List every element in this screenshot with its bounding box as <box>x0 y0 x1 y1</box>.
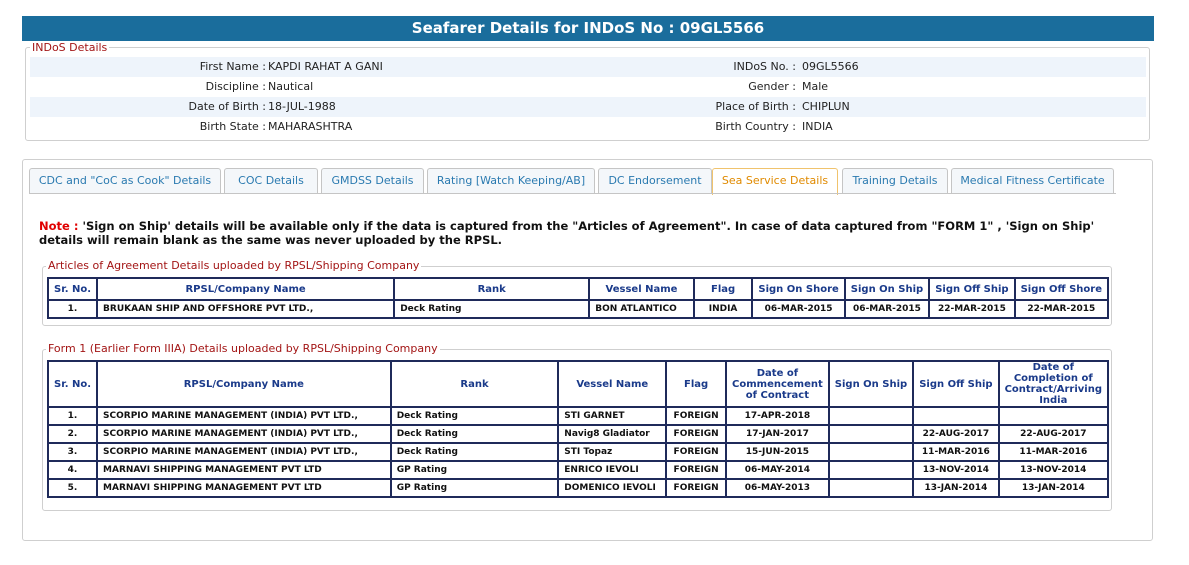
col-sr-no: Sr. No. <box>48 278 97 300</box>
discipline-label: Discipline : <box>205 80 266 93</box>
cell-company: MARNAVI SHIPPING MANAGEMENT PVT LTD <box>97 479 391 497</box>
table-row <box>48 425 1108 443</box>
cell-sign-off-shore: 22-MAR-2015 <box>1015 300 1108 318</box>
cell-sr-no: 3. <box>48 443 97 461</box>
birth-country-label: Birth Country : <box>715 120 796 133</box>
tab-medical-fitness[interactable]: Medical Fitness Certificate <box>951 168 1114 193</box>
cell-sign-on-ship <box>829 407 913 425</box>
cell-sr-no: 2. <box>48 425 97 443</box>
cell-vessel: DOMENICO IEVOLI <box>558 479 666 497</box>
first-name-value: KAPDI RAHAT A GANI <box>268 60 383 73</box>
cell-sign-off-ship: 22-AUG-2017 <box>913 425 998 443</box>
cell-sign-off-ship: 11-MAR-2016 <box>913 443 998 461</box>
place-of-birth-label: Place of Birth : <box>715 100 796 113</box>
cell-flag: FOREIGN <box>666 407 726 425</box>
cell-commencement: 06-MAY-2014 <box>726 461 829 479</box>
cell-sr-no: 4. <box>48 461 97 479</box>
indos-row <box>30 77 1146 97</box>
page-title: Seafarer Details for INDoS No : 09GL5566 <box>22 16 1154 41</box>
cell-completion: 22-AUG-2017 <box>999 425 1108 443</box>
tab-rating-watch-keeping[interactable]: Rating [Watch Keeping/AB] <box>427 168 595 193</box>
cell-commencement: 06-MAY-2013 <box>726 479 829 497</box>
indos-row <box>30 117 1146 137</box>
articles-panel <box>42 259 1112 326</box>
tab-dc-endorsement[interactable]: DC Endorsement <box>598 168 712 193</box>
cell-company: MARNAVI SHIPPING MANAGEMENT PVT LTD <box>97 461 391 479</box>
cell-rank: GP Rating <box>391 479 559 497</box>
col-company: RPSL/Company Name <box>97 361 391 407</box>
place-of-birth-value: CHIPLUN <box>802 100 850 113</box>
tab-coc-details[interactable]: COC Details <box>224 168 318 193</box>
cell-sign-off-ship: 22-MAR-2015 <box>929 300 1014 318</box>
col-sign-on-shore: Sign On Shore <box>752 278 844 300</box>
tab-gmdss-details[interactable]: GMDSS Details <box>321 168 424 193</box>
col-rank: Rank <box>391 361 559 407</box>
col-flag: Flag <box>666 361 726 407</box>
cell-sr-no: 5. <box>48 479 97 497</box>
cell-sign-on-shore: 06-MAR-2015 <box>752 300 844 318</box>
cell-completion: 13-JAN-2014 <box>999 479 1108 497</box>
cell-company: SCORPIO MARINE MANAGEMENT (INDIA) PVT LTD., <box>97 443 391 461</box>
table-row <box>48 461 1108 479</box>
note-text: 'Sign on Ship' details will be available only if the data is captured from the "Articles of Agreement". In case of data captured from "FORM 1" , 'Sign on Ship' details will remain blank as the same was never uploaded by the RPSL. <box>39 219 1095 247</box>
indos-no-value: 09GL5566 <box>802 60 859 73</box>
gender-value: Male <box>802 80 829 93</box>
col-sr-no: Sr. No. <box>48 361 97 407</box>
cell-commencement: 17-JAN-2017 <box>726 425 829 443</box>
tab-sea-service-details[interactable]: Sea Service Details <box>712 168 838 195</box>
indos-no-label: INDoS No. : <box>733 60 796 73</box>
col-company: RPSL/Company Name <box>97 278 394 300</box>
table-row <box>48 300 1108 318</box>
cell-vessel: Navig8 Gladiator <box>558 425 666 443</box>
cell-completion <box>999 407 1108 425</box>
form1-panel <box>42 342 1112 511</box>
col-flag: Flag <box>694 278 753 300</box>
first-name-label: First Name : <box>199 60 266 73</box>
table-row <box>48 407 1108 425</box>
tab-cdc-coc-cook[interactable]: CDC and "CoC as Cook" Details <box>29 168 221 193</box>
form1-table <box>47 360 1109 498</box>
table-row <box>48 479 1108 497</box>
indos-details-legend: INDoS Details <box>32 41 108 54</box>
col-sign-off-ship: Sign Off Ship <box>913 361 998 407</box>
cell-rank: Deck Rating <box>391 425 559 443</box>
details-tabs-panel <box>22 159 1153 541</box>
sea-service-note <box>39 219 1109 247</box>
cell-sr-no: 1. <box>48 300 97 318</box>
birth-country-value: INDIA <box>802 120 833 133</box>
cell-sign-off-ship: 13-NOV-2014 <box>913 461 998 479</box>
col-rank: Rank <box>394 278 589 300</box>
cell-sign-on-ship <box>829 425 913 443</box>
indos-details-panel <box>25 41 1150 141</box>
cell-company: SCORPIO MARINE MANAGEMENT (INDIA) PVT LTD., <box>97 407 391 425</box>
cell-sign-on-ship: 06-MAR-2015 <box>845 300 929 318</box>
cell-flag: INDIA <box>694 300 753 318</box>
birth-state-label: Birth State : <box>199 120 266 133</box>
col-sign-on-ship: Sign On Ship <box>829 361 913 407</box>
cell-flag: FOREIGN <box>666 461 726 479</box>
cell-sign-on-ship <box>829 461 913 479</box>
form1-legend: Form 1 (Earlier Form IIIA) Details uploaded by RPSL/Shipping Company <box>48 342 438 355</box>
tab-training-details[interactable]: Training Details <box>842 168 948 193</box>
cell-vessel: BON ATLANTICO <box>589 300 694 318</box>
cell-vessel: STI Topaz <box>558 443 666 461</box>
dob-label: Date of Birth : <box>188 100 266 113</box>
gender-label: Gender : <box>748 80 796 93</box>
cell-sr-no: 1. <box>48 407 97 425</box>
cell-company: SCORPIO MARINE MANAGEMENT (INDIA) PVT LTD., <box>97 425 391 443</box>
indos-row <box>30 97 1146 117</box>
cell-rank: Deck Rating <box>394 300 589 318</box>
cell-rank: Deck Rating <box>391 443 559 461</box>
col-sign-off-shore: Sign Off Shore <box>1015 278 1108 300</box>
cell-flag: FOREIGN <box>666 425 726 443</box>
col-sign-on-ship: Sign On Ship <box>845 278 929 300</box>
indos-row <box>30 57 1146 77</box>
col-vessel: Vessel Name <box>558 361 666 407</box>
col-commencement: Date of Commencement of Contract <box>726 361 829 407</box>
cell-company: BRUKAAN SHIP AND OFFSHORE PVT LTD., <box>97 300 394 318</box>
cell-sign-off-ship: 13-JAN-2014 <box>913 479 998 497</box>
cell-commencement: 17-APR-2018 <box>726 407 829 425</box>
cell-sign-off-ship <box>913 407 998 425</box>
cell-sign-on-ship <box>829 479 913 497</box>
cell-rank: Deck Rating <box>391 407 559 425</box>
cell-rank: GP Rating <box>391 461 559 479</box>
discipline-value: Nautical <box>268 80 314 93</box>
cell-completion: 11-MAR-2016 <box>999 443 1108 461</box>
table-row <box>48 443 1108 461</box>
tab-divider <box>29 193 1116 194</box>
cell-commencement: 15-JUN-2015 <box>726 443 829 461</box>
cell-vessel: STI GARNET <box>558 407 666 425</box>
articles-legend: Articles of Agreement Details uploaded by RPSL/Shipping Company <box>48 259 420 272</box>
col-completion: Date of Completion of Contract/Arriving India <box>999 361 1108 407</box>
col-vessel: Vessel Name <box>589 278 694 300</box>
birth-state-value: MAHARASHTRA <box>268 120 353 133</box>
dob-value: 18-JUL-1988 <box>268 100 336 113</box>
cell-vessel: ENRICO IEVOLI <box>558 461 666 479</box>
cell-flag: FOREIGN <box>666 443 726 461</box>
note-label: Note : <box>39 219 79 233</box>
col-sign-off-ship: Sign Off Ship <box>929 278 1014 300</box>
articles-table <box>47 277 1109 319</box>
cell-sign-on-ship <box>829 443 913 461</box>
cell-flag: FOREIGN <box>666 479 726 497</box>
cell-completion: 13-NOV-2014 <box>999 461 1108 479</box>
